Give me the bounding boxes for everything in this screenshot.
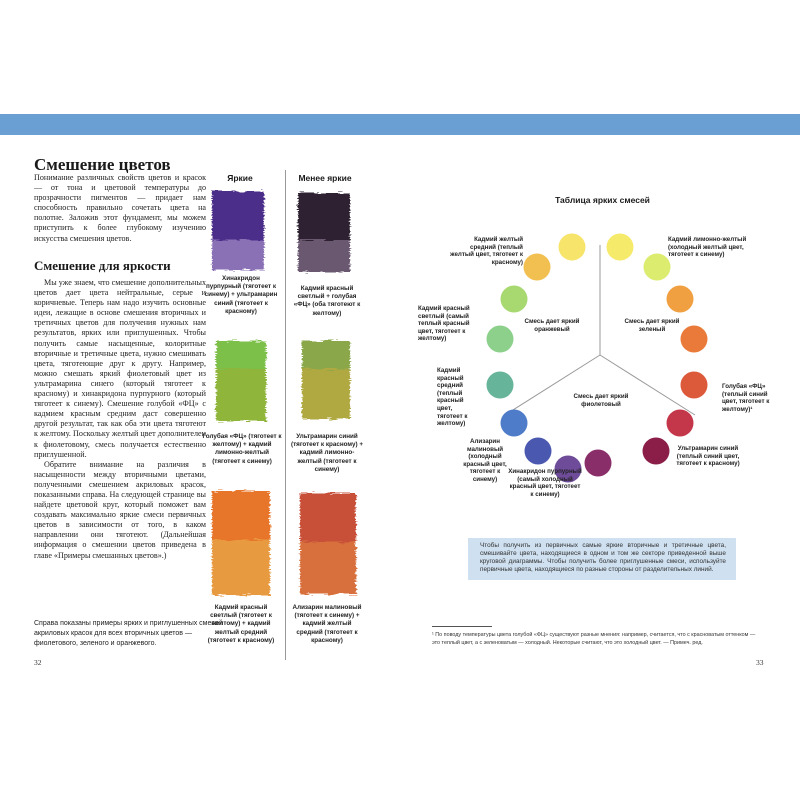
- footnote: ¹ По поводу температуры цвета голубой «ФЦ» существуют разные мнения: например, считается, что с красноватым оттенком — это теплый цвет, а с зеленоватым — холодный. Некоторые считают, что это холодный цвет. — Примеч. ред.: [432, 632, 756, 646]
- wheel-color-dot: [487, 372, 514, 399]
- sector-orange-label: Смесь дает яркий оранжевый: [524, 318, 580, 333]
- page-gutter: [285, 170, 286, 660]
- label-phthalo-blue: Голубая «ФЦ» (теплый синий цвет, тяготеет к желтому)¹: [722, 383, 770, 413]
- bright-column-heading: Яркие: [227, 173, 253, 183]
- caption-bright-violet: Хинакридон пурпурный (тяготеет к синему) + ультрамарин синий (тяготеет к красному): [204, 275, 278, 315]
- body-paragraphs: [34, 278, 206, 561]
- wheel-color-dot: [585, 450, 612, 477]
- caption-dull-violet: Кадмий красный светлый + голубая «ФЦ» (оба тяготеют к желтому): [293, 285, 361, 317]
- swatch-caption: Справа показаны примеры ярких и приглушенных смесей акриловых красок для всех вторичных цветов — фиолетового, зеленого и оранжевого.: [34, 620, 223, 648]
- wheel-color-dot: [487, 326, 514, 353]
- caption-dull-green: Ультрамарин синий (тяготеет к красному) + кадмий лимонно-желтый (тяготеет к синему): [291, 433, 363, 473]
- wheel-color-dot: [501, 410, 528, 437]
- paragraph-2: Обратите внимание на различия в насыщенности между вторичными цветами, полученными смешением акриловых красок, показанными справа. На следующей странице вы найдете цветовой круг, который поможет вам создавать максимально яркие смеси первичных цветов в зависимости от того, в каком направлении они тяготеют. (Дальнейшая информация о смешении цветов приведена в главе «Примеры смешанных цветов».): [34, 459, 206, 560]
- wheel-color-dot: [559, 234, 586, 261]
- intro-text: Понимание различных свойств цветов и красок — от тона и цветовой температуры до прозрачности пигментов — придает нам способность правильно сочетать цвета на полотне. Заложив этот фундамент, мы можем приступить к более глубокому изучению искусства смешения цветов.: [34, 173, 206, 243]
- section-subtitle: Смешение для яркости: [34, 258, 171, 273]
- swatch-dull-violet: [298, 193, 350, 272]
- page-number-right: 33: [756, 658, 764, 667]
- label-cadmium-red-medium: Кадмий красный средний (теплый красный цвет, тяготеет к желтому): [437, 367, 468, 428]
- wheel-color-dot: [524, 254, 551, 281]
- wheel-color-dot: [643, 438, 670, 465]
- wheel-color-dot: [667, 286, 694, 313]
- label-cadmium-lemon: Кадмий лимонно-желтый (холодный желтый цвет, тяготеет к синему): [668, 236, 747, 259]
- caption-dull-orange: Ализарин малиновый (тяготеет к синему) + кадмий желтый средний (тяготеет к красному): [292, 604, 362, 644]
- swatch-bright-orange: [212, 491, 270, 595]
- swatch-bright-green: [216, 341, 266, 421]
- dull-column-heading: Менее яркие: [298, 173, 352, 183]
- label-quinacridone-magenta: Хинакридон пурпурный (самый холодный красный цвет, тяготеет к синему): [508, 468, 582, 498]
- caption-bright-green: Голубая «ФЦ» (тяготеет к желтому) + кадмий лимонно-желтый (тяготеет к синему): [202, 433, 282, 465]
- intro-paragraph: [34, 173, 206, 244]
- paragraph-1: Мы уже знаем, что смешение дополнительных цветов дает цвета нейтральные, серые и коричневые. Теперь нам надо изучить основные идеи, лежащие в основе смешения вторичных и третичных цветов для получения нужных нам результатов, ярких или приглушенных. Чтобы получить самые насыщенные, колоритные вторичные и третичные цвета, нужно смешивать цвета, тяготеющие друг к другу. Например, можно смешать яркий фиолетовый цвет из ультрамарина синего (который тяготеет к красному) и хинакридона пурпурного (который тяготеет к синему). Смешение голубой «ФЦ» с кадмием красным средним даст совершенно другой результат, так как оба эти цвета тяготеют к желтому. Поскольку желтый цвет дополнителен к фиолетовому, смесь получается естественно приглушенной.: [34, 278, 206, 459]
- wheel-color-dot: [525, 438, 552, 465]
- swatch-dull-orange: [300, 493, 356, 594]
- swatch-bright-violet: [212, 191, 264, 270]
- swatch-dull-green: [302, 341, 350, 419]
- label-ultramarine-blue: Ультрамарин синий (теплый синий цвет, тяготеет к красному): [676, 445, 740, 468]
- page-number-left: 32: [34, 658, 42, 667]
- label-alizarin-crimson: Ализарин малиновый (холодный красный цвет, тяготеет к синему): [463, 438, 507, 483]
- sector-violet-label: Смесь дает яркий фиолетовый: [573, 393, 629, 408]
- top-color-band: [0, 114, 800, 135]
- page-title: Смешение цветов: [34, 155, 171, 174]
- label-cadmium-yellow-medium: Кадмий желтый средний (теплый желтый цвет, тяготеет к красному): [450, 236, 523, 266]
- wheel-color-dot: [681, 372, 708, 399]
- wheel-color-dot: [667, 410, 694, 437]
- footnote-rule: [432, 626, 492, 627]
- wheel-color-dot: [607, 234, 634, 261]
- wheel-title: Таблица ярких смесей: [555, 195, 650, 205]
- label-cadmium-red-light: Кадмий красный светлый (самый теплый красный цвет, тяготеет к желтому): [418, 305, 470, 343]
- info-box: Чтобы получить из первичных самые яркие вторичные и третичные цвета, смешивайте цвета, находящиеся в одном и том же секторе приведенной выше круговой диаграммы. Чтобы получить более приглушенные смеси, используйте первичные цвета, находящиеся по разные стороны от разделительных линий.: [468, 538, 736, 580]
- wheel-color-dot: [644, 254, 671, 281]
- wheel-color-dot: [501, 286, 528, 313]
- sector-green-label: Смесь дает яркий зеленый: [624, 318, 680, 333]
- caption-bright-orange: Кадмий красный светлый (тяготеет к желтому) + кадмий желтый средний (тяготеет к красному): [207, 604, 275, 644]
